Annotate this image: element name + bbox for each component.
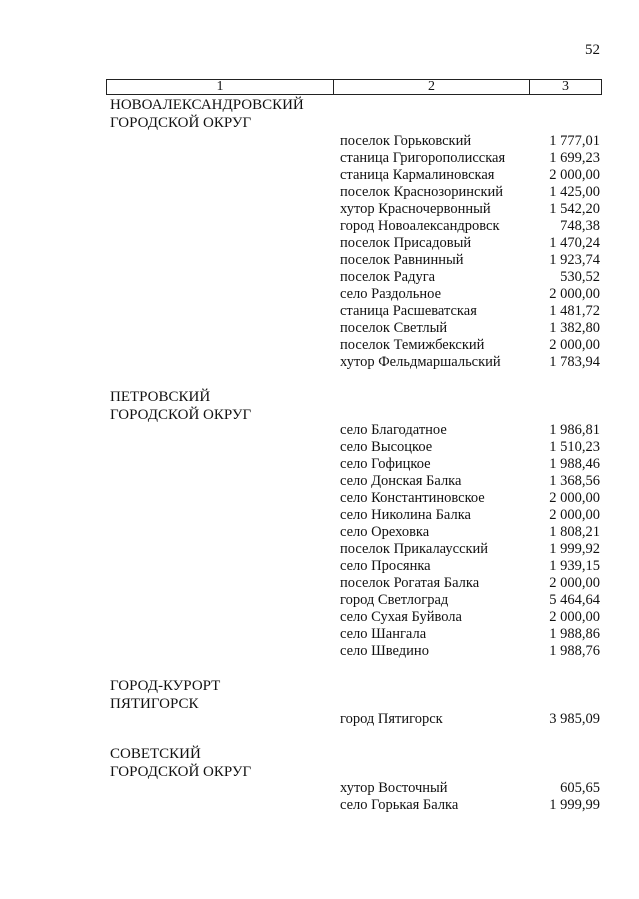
table-row	[340, 269, 600, 286]
table-row	[340, 218, 600, 235]
table-header	[106, 79, 602, 95]
settlement-value: 2 000,00	[549, 609, 600, 625]
settlement-value: 1 368,56	[549, 473, 600, 489]
table-row	[340, 354, 600, 371]
settlement-value: 2 000,00	[549, 286, 600, 302]
table-row	[340, 184, 600, 201]
settlement-name: хутор Фельдмаршальский	[340, 354, 501, 370]
settlement-name: поселок Равнинный	[340, 252, 464, 268]
table-row	[340, 235, 600, 252]
settlement-value: 530,52	[560, 269, 600, 285]
settlement-name: село Просянка	[340, 558, 431, 574]
settlement-name: поселок Темижбекский	[340, 337, 485, 353]
settlement-name: станица Кармалиновская	[340, 167, 495, 183]
table-row	[340, 422, 600, 439]
table-row	[340, 286, 600, 303]
section-title-line: ГОРОДСКОЙ ОКРУГ	[110, 407, 252, 423]
settlement-value: 3 985,09	[549, 711, 600, 727]
table-row	[340, 303, 600, 320]
settlement-name: хутор Восточный	[340, 780, 448, 796]
settlement-value: 5 464,64	[549, 592, 600, 608]
settlement-name: село Раздольное	[340, 286, 442, 302]
settlement-name: село Донская Балка	[340, 473, 462, 489]
section-title	[110, 96, 304, 132]
table-row	[340, 201, 600, 218]
table-row	[340, 167, 600, 184]
settlement-name: поселок Присадовый	[340, 235, 472, 251]
settlement-name: село Шангала	[340, 626, 427, 642]
settlement-name: станица Расшеватская	[340, 303, 477, 319]
settlement-value: 1 986,81	[549, 422, 600, 438]
table-row	[340, 150, 600, 167]
page-number: 52	[585, 42, 600, 58]
settlement-value: 748,38	[560, 218, 600, 234]
settlement-value: 1 470,24	[549, 235, 600, 251]
table-row	[340, 337, 600, 354]
settlement-value: 1 699,23	[549, 150, 600, 166]
table-row	[340, 575, 600, 592]
table-row	[340, 711, 600, 728]
settlement-value: 1 542,20	[549, 201, 600, 217]
settlement-name: станица Григорополисская	[340, 150, 506, 166]
table-row	[340, 797, 600, 814]
table-row	[340, 252, 600, 269]
settlement-name: село Гофицкое	[340, 456, 431, 472]
settlement-value: 1 382,80	[549, 320, 600, 336]
settlement-name: город Светлоград	[340, 592, 449, 608]
settlement-name: село Сухая Буйвола	[340, 609, 462, 625]
table-row	[340, 626, 600, 643]
settlement-value: 1 939,15	[549, 558, 600, 574]
table-row	[340, 473, 600, 490]
table-row	[340, 541, 600, 558]
settlement-value: 1 988,46	[549, 456, 600, 472]
table-row	[340, 320, 600, 337]
settlement-name: город Новоалександровск	[340, 218, 500, 234]
settlement-name: поселок Рогатая Балка	[340, 575, 480, 591]
settlement-name: поселок Светлый	[340, 320, 448, 336]
settlement-value: 1 808,21	[549, 524, 600, 540]
section-title-line: ПЯТИГОРСК	[110, 696, 199, 712]
section-title-line: ПЕТРОВСКИЙ	[110, 389, 211, 405]
settlement-name: поселок Горьковский	[340, 133, 472, 149]
settlement-name: село Шведино	[340, 643, 429, 659]
settlement-name: село Благодатное	[340, 422, 447, 438]
section-title-line: ГОРОДСКОЙ ОКРУГ	[110, 115, 252, 131]
header-col-2: 2	[334, 80, 530, 94]
settlement-name: город Пятигорск	[340, 711, 443, 727]
settlement-value: 1 923,74	[549, 252, 600, 268]
settlement-value: 2 000,00	[549, 337, 600, 353]
section-title-line: ГОРОДСКОЙ ОКРУГ	[110, 764, 252, 780]
settlement-name: поселок Прикалаусский	[340, 541, 489, 557]
table-row	[340, 558, 600, 575]
settlement-value: 2 000,00	[549, 507, 600, 523]
settlement-name: село Высоцкое	[340, 439, 433, 455]
table-row	[340, 780, 600, 797]
settlement-value: 1 783,94	[549, 354, 600, 370]
section-title-line: НОВОАЛЕКСАНДРОВСКИЙ	[110, 97, 304, 113]
settlement-name: село Горькая Балка	[340, 797, 459, 813]
settlement-value: 1 988,86	[549, 626, 600, 642]
settlement-name: село Ореховка	[340, 524, 430, 540]
table-row	[340, 490, 600, 507]
settlement-name: поселок Радуга	[340, 269, 436, 285]
settlement-value: 1 777,01	[549, 133, 600, 149]
settlement-name: хутор Красночервонный	[340, 201, 491, 217]
table-row	[340, 456, 600, 473]
settlement-value: 2 000,00	[549, 575, 600, 591]
table-row	[340, 507, 600, 524]
table-row	[340, 133, 600, 150]
section-title-line: ГОРОД-КУРОРТ	[110, 678, 221, 694]
header-col-1: 1	[107, 80, 334, 94]
table-row	[340, 643, 600, 660]
table-row	[340, 524, 600, 541]
settlement-value: 2 000,00	[549, 167, 600, 183]
settlement-value: 1 999,92	[549, 541, 600, 557]
settlement-value: 1 425,00	[549, 184, 600, 200]
settlement-value: 1 510,23	[549, 439, 600, 455]
table-row	[340, 609, 600, 626]
section-title	[110, 677, 220, 713]
settlement-name: село Константиновское	[340, 490, 485, 506]
settlement-name: поселок Краснозоринский	[340, 184, 504, 200]
settlement-value: 1 988,76	[549, 643, 600, 659]
section-title	[110, 745, 251, 781]
settlement-value: 2 000,00	[549, 490, 600, 506]
settlement-value: 1 999,99	[549, 797, 600, 813]
settlement-value: 1 481,72	[549, 303, 600, 319]
header-col-3: 3	[562, 79, 569, 94]
settlement-value: 605,65	[560, 780, 600, 796]
table-row	[340, 439, 600, 456]
table-row	[340, 592, 600, 609]
section-title-line: СОВЕТСКИЙ	[110, 746, 201, 762]
settlement-name: село Николина Балка	[340, 507, 471, 523]
section-title	[110, 388, 251, 424]
